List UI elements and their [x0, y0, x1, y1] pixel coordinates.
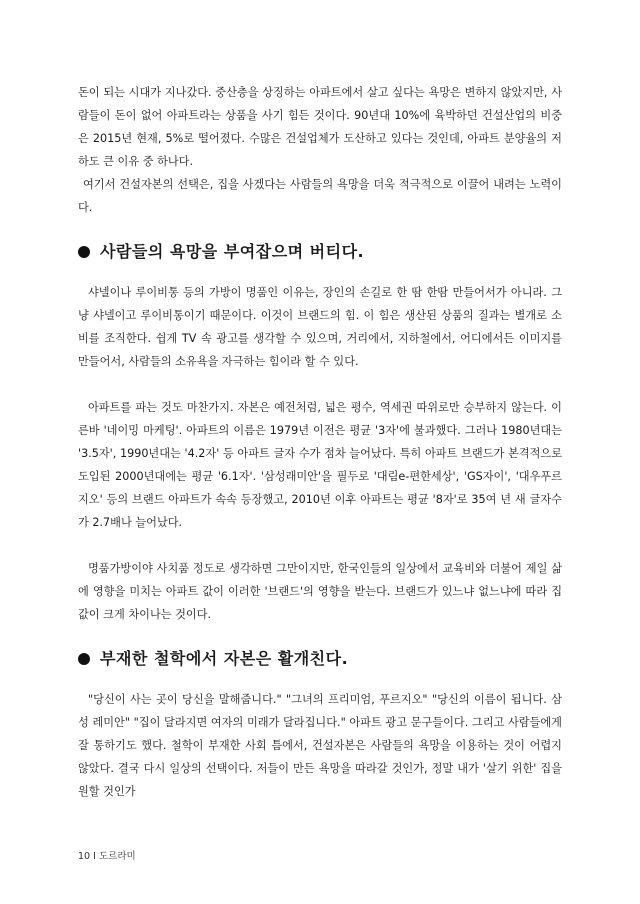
- paragraph-intro-2: 여기서 건설자본의 선택은, 집을 사겠다는 사람들의 욕망을 더욱 적극적으로 이끌어 내려는 노력이다.: [78, 178, 562, 214]
- section-heading-2: [78, 647, 562, 671]
- paragraph-section1-3: 명품가방이야 사치품 정도로 생각하면 그만이지만, 한국인들의 일상에서 교육비와 더불어 제일 삶에 영향을 미치는 아파트 값이 이러한 '브랜드'의 영향을 받는다. 브랜드가 있느냐 없느냐에 따라 집값이 크게 차이나는 것이다.: [78, 562, 562, 621]
- publication-name: 도르라미: [98, 851, 136, 862]
- bullet-icon: [78, 246, 90, 258]
- section-heading-1: [78, 240, 562, 264]
- section-heading-1-text: 사람들의 욕망을 부여잡으며 버티다.: [100, 242, 365, 261]
- page-content: [78, 81, 562, 803]
- paragraph-section2-1: "당신이 사는 곳이 당신을 말해줍니다." "그녀의 프리미엄, 푸르지오" "당신의 이름이 됩니다. 삼성 레미안" "집이 달라지면 여자의 미래가 달라집니다." 아파트 광고 문구들이다. 그리고 사람들에게 잘 통하기도 했다. 철학이 부재한 사회 틈에서, 건설자본은 사람들의 욕망을 이용하는 것이 어렵지 않았다. 결국 다시 일상의 선택이다. 저들이 만든 욕망을 따라갈 것인가, 정말 내가 '살기 위한' 집을 원할 것인가: [78, 693, 562, 798]
- footer-separator: I: [93, 851, 96, 862]
- paragraph-section1-2: 아파트를 파는 것도 마찬가지. 자본은 예전처럼, 넓은 평수, 역세권 따위로만 승부하지 않는다. 이른바 '네이밍 마케팅'. 아파트의 이름은 1979년 이전은 평균 '3자'에 불과했다. 그러나 1980년대는 '3.5자', 1990년대는 '4.2자' 등 아파트 글자 수가 점차 늘어났다. 특히 아파트 브랜드가 본격적으로 도입된 2000년대에는 평균 '6.1자'. '삼성래미안'을 필두로 '대림e-편한세상', 'GS자이', '대우푸르지오' 등의 브랜드 아파트가 속속 등장했고, 2010년 이후 아파트는 평균 '8자'로 35여 년 새 글자수가 2.7배나 늘어났다.: [78, 401, 562, 529]
- bullet-icon: [78, 653, 90, 665]
- page-number: 10: [78, 851, 91, 862]
- paragraph-intro: 돈이 되는 시대가 지나갔다. 중산층을 상징하는 아파트에서 살고 싶다는 욕망은 변하지 않았지만, 사람들이 돈이 없어 아파트라는 상품을 사기 힘든 것이다. 90년대 10%에 육박하던 건설산업의 비중은 2015년 현재, 5%로 떨어졌다. 수많은 건설업체가 도산하고 있다는 것인데, 아파트 분양율의 저하도 큰 이유 중 하나다.: [78, 86, 562, 168]
- section-heading-2-text: 부재한 철학에서 자본은 활개친다.: [100, 649, 349, 668]
- page-footer: [78, 848, 136, 862]
- paragraph-section1-1: 샤넬이나 루이비통 등의 가방이 명품인 이유는, 장인의 손길로 한 땀 한땀 만들어서가 아니라. 그냥 샤넬이고 루이비통이기 때문이다. 이것이 브랜드의 힘. 이 힘은 생산된 상품의 질과는 별개로 소비를 조직한다. 쉽게 TV 속 광고를 생각할 수 있으며, 거리에서, 지하철에서, 어디에서든 이미지를 만들어서, 사람들의 소유욕을 자극하는 힘이라 할 수 있다.: [78, 286, 562, 368]
